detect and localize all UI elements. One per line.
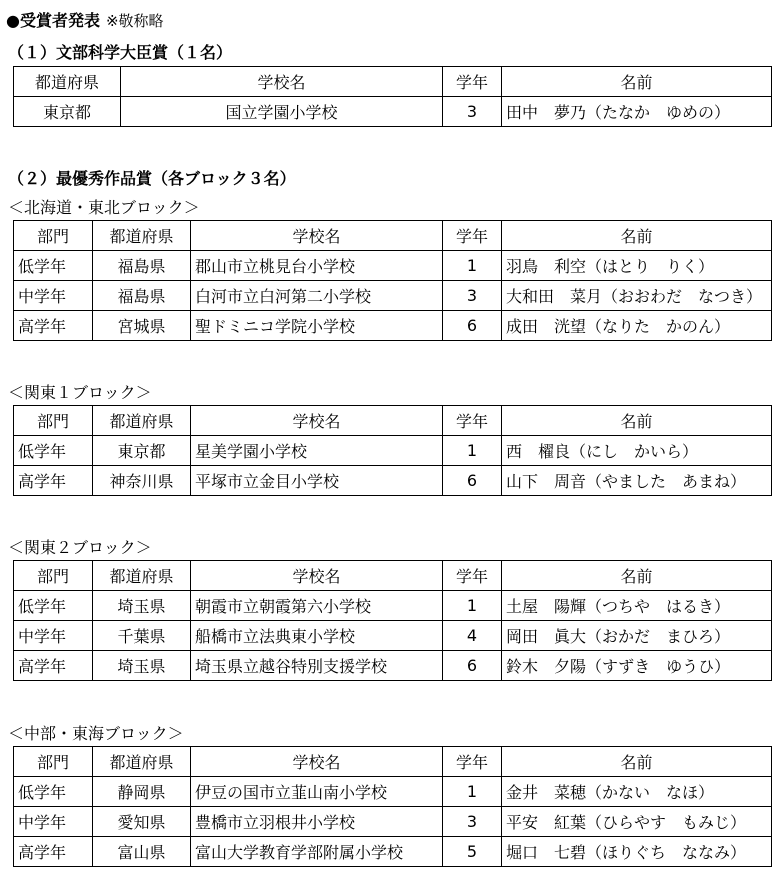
cell-name: 鈴木 夕陽（すずき ゆうひ） [502,651,772,681]
header-prefecture: 都道府県 [14,67,121,97]
cell-school: 郡山市立桃見台小学校 [191,251,443,281]
cell-school: 星美学園小学校 [191,436,443,466]
header-division: 部門 [14,406,93,436]
header-division: 部門 [14,561,93,591]
header-grade: 学年 [443,561,502,591]
header-grade: 学年 [443,221,502,251]
header-prefecture: 都道府県 [93,561,191,591]
cell-grade: 3 [443,281,502,311]
cell-name: 岡田 眞大（おかだ まひろ） [502,621,772,651]
cell-division: 高学年 [14,651,93,681]
cell-grade: 5 [443,837,502,867]
cell-grade: 1 [443,436,502,466]
header-prefecture: 都道府県 [93,747,191,777]
header-division: 部門 [14,747,93,777]
cell-division: 低学年 [14,251,93,281]
table-header-row [14,67,772,97]
header-name: 名前 [502,747,772,777]
cell-school: 朝霞市立朝霞第六小学校 [191,591,443,621]
table-row [14,311,772,341]
cell-grade: 4 [443,621,502,651]
header-division: 部門 [14,221,93,251]
cell-grade: 1 [443,777,502,807]
header-grade: 学年 [443,406,502,436]
cell-name: 成田 洸望（なりた かのん） [502,311,772,341]
cell-name: 土屋 陽輝（つちや はるき） [502,591,772,621]
cell-division: 高学年 [14,466,93,496]
award-table-chubu-tokai [13,746,772,867]
header-name: 名前 [502,67,772,97]
cell-prefecture: 埼玉県 [93,651,191,681]
header-school: 学校名 [191,406,443,436]
cell-grade: 6 [443,651,502,681]
block-label-hokkaido-tohoku: ＜北海道・東北ブロック＞ [8,198,200,217]
table-row [14,591,772,621]
cell-division: 低学年 [14,777,93,807]
table-row [14,466,772,496]
cell-prefecture: 福島県 [93,281,191,311]
cell-prefecture: 愛知県 [93,807,191,837]
table-row [14,807,772,837]
header-name: 名前 [502,561,772,591]
award-table-kanto2 [13,560,772,681]
cell-prefecture: 千葉県 [93,621,191,651]
header-school: 学校名 [191,561,443,591]
cell-prefecture: 福島県 [93,251,191,281]
section1-heading: （１）文部科学大臣賞（１名） [8,43,233,62]
header-name: 名前 [502,406,772,436]
cell-prefecture: 静岡県 [93,777,191,807]
cell-division: 高学年 [14,837,93,867]
section2-heading: （２）最優秀作品賞（各ブロック３名） [8,169,296,188]
cell-grade: 6 [443,311,502,341]
cell-grade: 6 [443,466,502,496]
cell-school: 国立学園小学校 [121,97,443,127]
cell-name: 金井 菜穂（かない なほ） [502,777,772,807]
block-label-chubu-tokai: ＜中部・東海ブロック＞ [8,724,184,743]
cell-division: 高学年 [14,311,93,341]
table-row [14,651,772,681]
cell-division: 中学年 [14,807,93,837]
page-title [6,8,164,31]
cell-grade: 3 [443,97,502,127]
cell-school: 豊橋市立羽根井小学校 [191,807,443,837]
table-row [14,621,772,651]
cell-prefecture: 神奈川県 [93,466,191,496]
table-row [14,436,772,466]
cell-name: 大和田 菜月（おおわだ なつき） [502,281,772,311]
cell-grade: 1 [443,251,502,281]
table-row [14,281,772,311]
cell-school: 平塚市立金目小学校 [191,466,443,496]
cell-school: 船橋市立法典東小学校 [191,621,443,651]
header-name: 名前 [502,221,772,251]
block-label-kanto2: ＜関東２ブロック＞ [8,538,152,557]
cell-prefecture: 東京都 [93,436,191,466]
cell-prefecture: 富山県 [93,837,191,867]
header-prefecture: 都道府県 [93,406,191,436]
header-grade: 学年 [443,67,502,97]
table-header-row [14,747,772,777]
title-text: ●受賞者発表 [6,11,100,30]
table-header-row [14,406,772,436]
header-school: 学校名 [191,747,443,777]
cell-prefecture: 宮城県 [93,311,191,341]
cell-name: 田中 夢乃（たなか ゆめの） [502,97,772,127]
block-label-kanto1: ＜関東１ブロック＞ [8,383,152,402]
title-note: ※敬称略 [105,12,164,30]
cell-name: 羽鳥 利空（はとり りく） [502,251,772,281]
table-row [14,837,772,867]
header-grade: 学年 [443,747,502,777]
cell-name: 平安 紅葉（ひらやす もみじ） [502,807,772,837]
cell-name: 山下 周音（やました あまね） [502,466,772,496]
header-school: 学校名 [121,67,443,97]
cell-prefecture: 埼玉県 [93,591,191,621]
cell-school: 富山大学教育学部附属小学校 [191,837,443,867]
cell-division: 低学年 [14,591,93,621]
table-header-row [14,221,772,251]
cell-division: 中学年 [14,281,93,311]
header-prefecture: 都道府県 [93,221,191,251]
cell-grade: 1 [443,591,502,621]
table-header-row [14,561,772,591]
cell-division: 低学年 [14,436,93,466]
cell-school: 聖ドミニコ学院小学校 [191,311,443,341]
table-row [14,251,772,281]
cell-prefecture: 東京都 [14,97,121,127]
award-table-minister [13,66,772,127]
cell-division: 中学年 [14,621,93,651]
table-row [14,97,772,127]
table-row [14,777,772,807]
cell-school: 埼玉県立越谷特別支援学校 [191,651,443,681]
header-school: 学校名 [191,221,443,251]
award-table-kanto1 [13,405,772,496]
award-table-hokkaido-tohoku [13,220,772,341]
cell-name: 堀口 七碧（ほりぐち ななみ） [502,837,772,867]
cell-grade: 3 [443,807,502,837]
cell-school: 白河市立白河第二小学校 [191,281,443,311]
cell-school: 伊豆の国市立韮山南小学校 [191,777,443,807]
cell-name: 西 櫂良（にし かいら） [502,436,772,466]
